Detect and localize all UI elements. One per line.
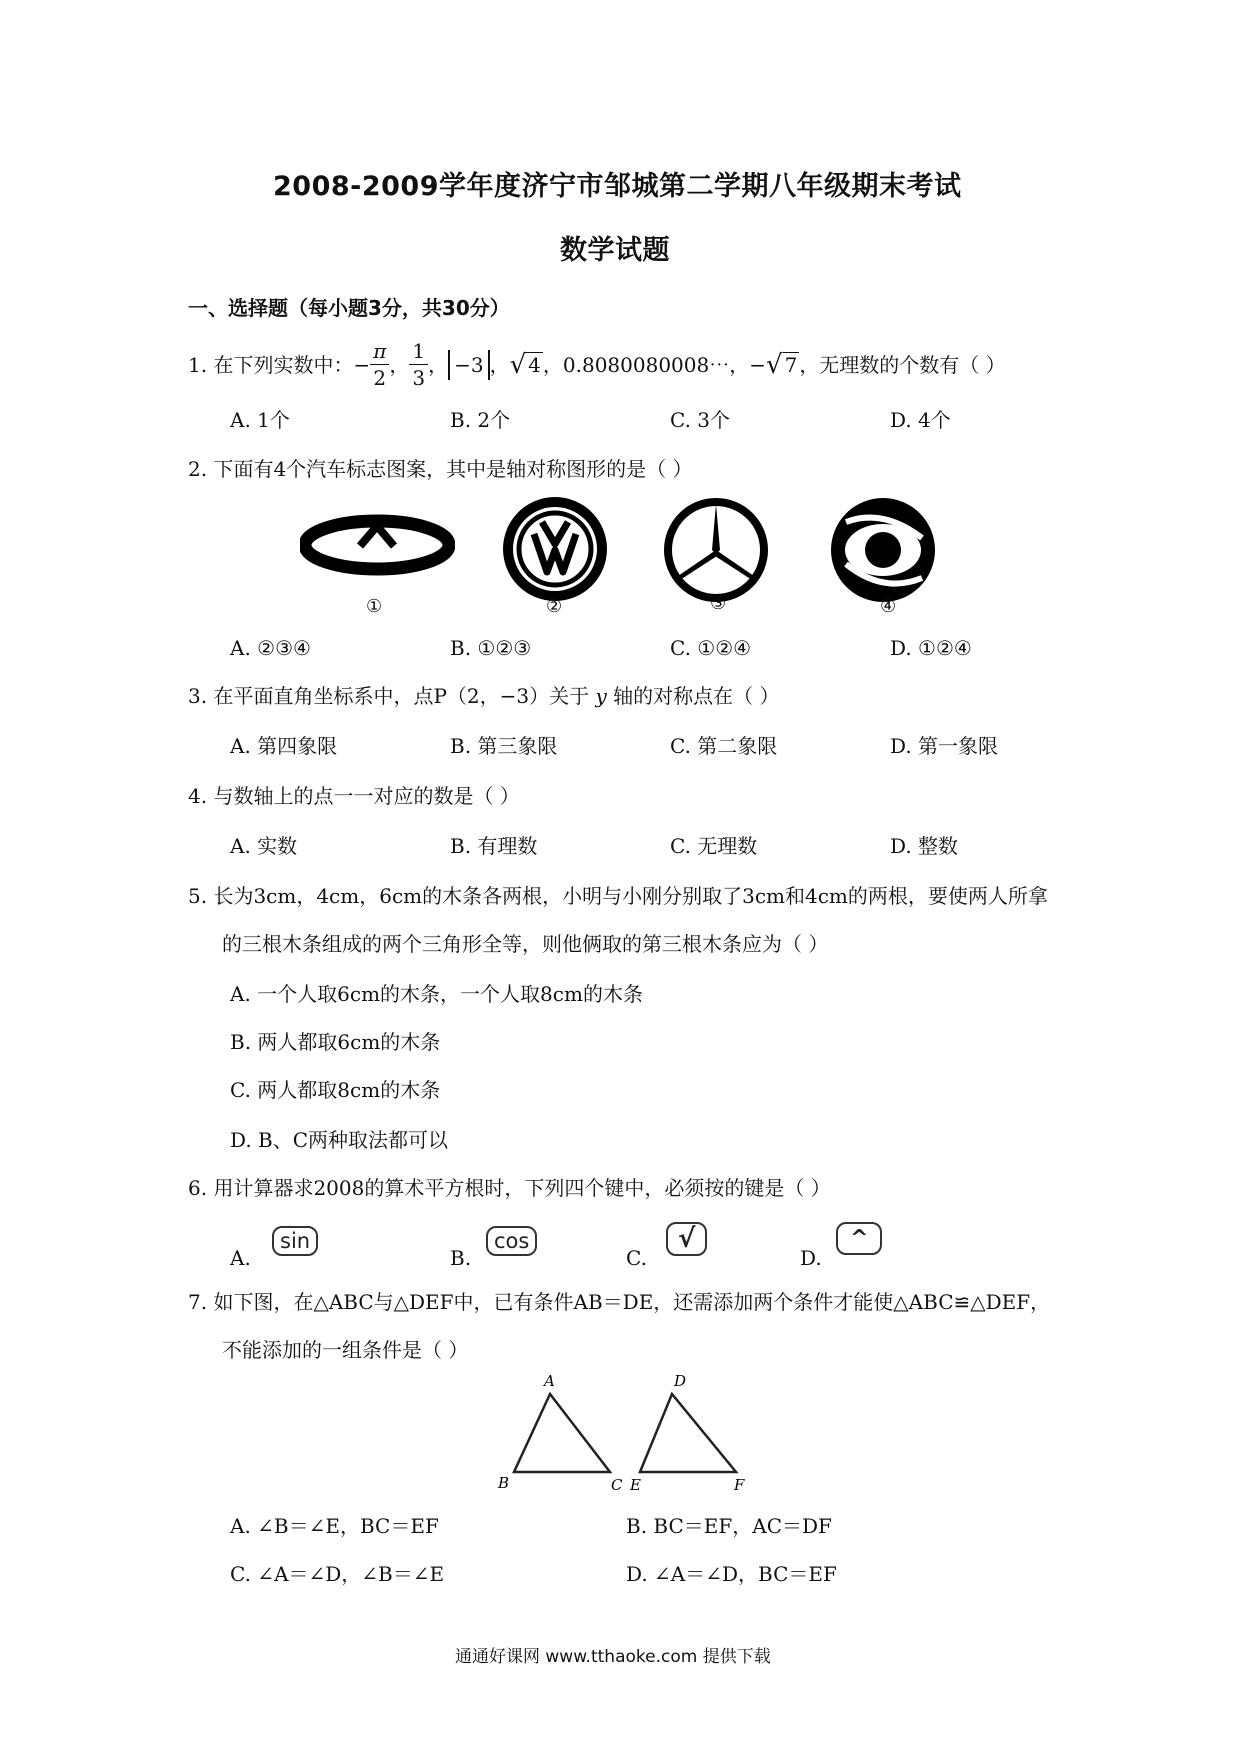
q6-option-a: A. [230,1246,251,1270]
q1-two: 2 [373,366,387,390]
triangle-abc [514,1394,610,1472]
infiniti-logo-icon [300,512,455,582]
page-footer: 通通好课网 www.tthaoke.com 提供下载 [455,1647,771,1667]
vertex-c: C [611,1476,623,1494]
q6-option-b: B. [450,1246,472,1270]
radical-icon: √ [766,349,783,380]
q7-option-a: A. ∠B＝∠E，BC＝EF [230,1514,439,1538]
question-2: 2. 下面有4个汽车标志图案，其中是轴对称图形的是（ ） [188,457,693,481]
logo-label-3: ③ [710,593,727,614]
q1-fraction-1-over-3 [409,338,428,391]
q4-option-d: D. 整数 [890,834,959,858]
q3-option-b: B. 第三象限 [450,734,558,758]
q4-option-b: B. 有理数 [450,834,538,858]
q3-option-a: A. 第四象限 [230,734,338,758]
sin-key-icon: sin [272,1226,318,1256]
q2-option-a: A. ②③④ [230,636,311,660]
q1-option-d: D. 4个 [890,408,951,432]
question-6: 6. 用计算器求2008的算术平方根时，下列四个键中，必须按的键是（ ） [188,1176,831,1200]
q7-option-d: D. ∠A＝∠D，BC＝EF [626,1562,837,1586]
q1-suffix: ，无理数的个数有（ ） [799,352,1006,377]
vertex-d: D [674,1372,687,1390]
q1-decimal: ，0.8080080008⋯， [542,352,750,377]
q3-option-c: C. 第二象限 [670,734,778,758]
q5-option-c: C. 两人都取8cm的木条 [230,1078,441,1102]
vertex-a: A [544,1372,555,1390]
q2-option-b: B. ①②③ [450,636,532,660]
q1-absolute-value: −3 [448,350,489,380]
triangles-diagram [490,1372,760,1498]
q1-sqrt4: 4 [528,353,541,377]
q5-option-d: D. B、C两种取法都可以 [230,1128,449,1152]
question-7-line2: 不能添加的一组条件是（ ） [222,1338,469,1362]
exam-subtitle: 数学试题 [560,235,670,266]
q4-option-a: A. 实数 [230,834,298,858]
vertex-f: F [734,1476,745,1494]
q1-option-c: C. 3个 [670,408,731,432]
vertex-b: B [498,1474,510,1492]
q1-option-a: A. 1个 [230,408,290,432]
q3-text-a: 3. 在平面直角坐标系中，点P（2，−3）关于 [188,684,596,708]
daewoo-logo-icon [826,494,941,606]
q5-option-b: B. 两人都取6cm的木条 [230,1030,441,1054]
section-heading: 一、选择题（每小题3分，共30分） [188,296,510,320]
q1-fraction-pi-over-2 [370,338,389,391]
question-7-line1: 7. 如下图，在△ABC与△DEF中，已有条件AB＝DE，还需添加两个条件才能使△ABC≌△DEF， [188,1290,1051,1314]
radical-icon: √ [509,349,527,380]
q3-y: y [595,684,607,708]
triangle-def [640,1394,736,1472]
q1-sep3: ， [489,352,510,377]
q1-one: 1 [409,338,428,365]
question-5-line1: 5. 长为3cm，4cm，6cm的木条各两根，小明与小刚分别取了3cm和4cm的两根，要使两人所拿 [188,884,1048,908]
q3-option-d: D. 第一象限 [890,734,999,758]
q1-prefix: 1. 在下列实数中： [188,352,354,377]
caret-key-icon: ^ [836,1222,882,1255]
q1-option-b: B. 2个 [450,408,511,432]
q6-option-d: D. [800,1246,822,1270]
question-1 [188,338,1006,391]
q1-pi: π [370,338,389,365]
q4-option-c: C. 无理数 [670,834,758,858]
q1-neg: − [353,352,371,377]
question-5-line2: 的三根木条组成的两个三角形全等，则他俩取的第三根木条应为（ ） [222,932,829,956]
logo-label-1: ① [366,596,383,617]
q1-three: 3 [412,366,426,390]
question-3 [188,684,780,708]
q1-sep1: ， [389,352,410,377]
vertex-e: E [630,1476,641,1494]
cos-key-icon: cos [486,1226,537,1256]
q1-sqrt7: 7 [784,353,798,377]
logo-label-4: ④ [880,596,897,617]
exam-title: 2008-2009学年度济宁市邹城第二学期八年级期末考试 [273,171,962,202]
question-4: 4. 与数轴上的点一一对应的数是（ ） [188,784,520,808]
q6-option-c: C. [626,1246,647,1270]
q3-text-b: 轴的对称点在（ ） [606,684,780,708]
q5-option-a: A. 一个人取6cm的木条，一个人取8cm的木条 [230,982,643,1006]
q7-option-b: B. BC＝EF，AC＝DF [626,1514,832,1538]
vw-logo-icon [498,492,613,607]
sqrt-key-icon: √ [666,1222,707,1256]
q7-option-c: C. ∠A＝∠D，∠B＝∠E [230,1562,445,1586]
q1-sep2: ， [428,352,449,377]
q2-option-d: D. ①②④ [890,636,972,660]
logo-label-2: ② [546,596,563,617]
q1-neg-sign: − [749,352,766,377]
mercedes-logo-icon [660,494,772,606]
q2-option-c: C. ①②④ [670,636,752,660]
